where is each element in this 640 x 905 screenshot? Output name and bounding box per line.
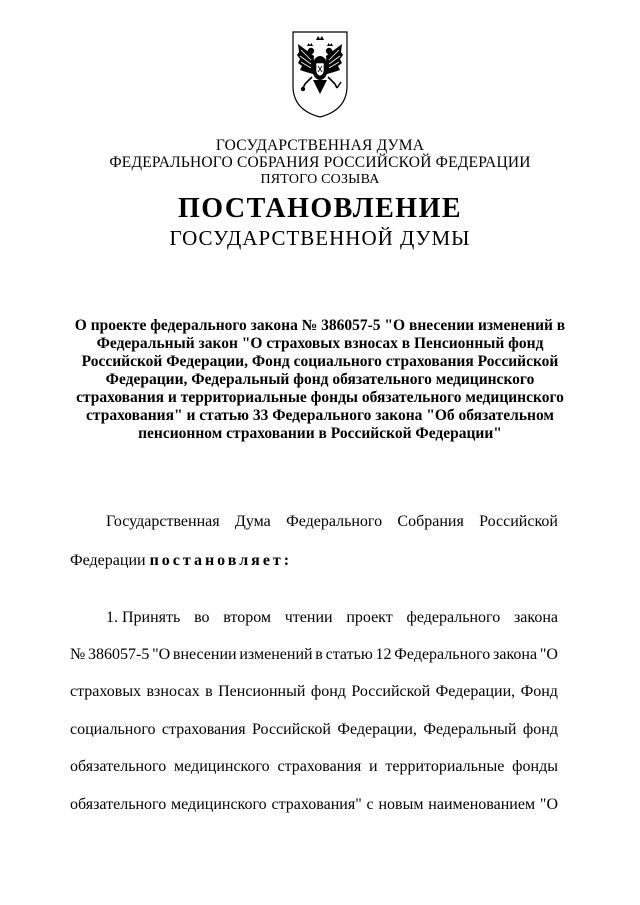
word: медицинского — [174, 758, 270, 775]
word: во — [194, 609, 210, 626]
word: в — [205, 683, 213, 700]
word: новым — [378, 796, 424, 813]
clause1-line4 — [70, 720, 558, 740]
org-name-line2: ФЕДЕРАЛЬНОГО СОБРАНИЯ РОССИЙСКОЙ ФЕДЕРАЦИИ — [109, 154, 531, 171]
word: 386057-5 — [88, 646, 150, 663]
word: взносах — [146, 683, 200, 700]
preamble-federation: Федерации — [70, 552, 146, 569]
title-line: страхования" и статью 33 Федерального закона "Об обязательном — [86, 407, 554, 424]
word: Федерального — [394, 646, 491, 663]
word: статью — [325, 646, 373, 663]
title-line: Российской Федерации, Фонд социального страхования Российской — [81, 353, 559, 370]
word: Российской — [351, 683, 431, 700]
clause1-line2 — [70, 645, 558, 665]
word: Фонд — [520, 683, 558, 700]
resolves-keyword: постановляет: — [149, 552, 293, 569]
word: закона — [513, 609, 558, 626]
word: 12 — [375, 646, 392, 663]
word: наименованием — [428, 796, 536, 813]
word: изменений — [239, 646, 313, 663]
clause1-line6 — [70, 795, 558, 815]
resolution-title — [60, 317, 580, 443]
preamble-line2 — [70, 551, 558, 571]
word: Федеральный — [423, 721, 517, 738]
word: обязательного — [70, 758, 167, 775]
double-headed-eagle-icon — [289, 28, 351, 120]
word: Федерации, — [435, 683, 516, 700]
clause1-line5 — [70, 757, 558, 777]
word: проект — [346, 609, 393, 626]
title-line: пенсионном страховании в Российской Федерации" — [138, 425, 502, 442]
word: 1. Принять — [106, 609, 181, 626]
word: страхования — [277, 758, 362, 775]
word: Собрания — [397, 513, 464, 530]
title-line: Федерации, Федеральный фонд обязательного медицинского — [105, 371, 535, 388]
word: фонды — [512, 758, 558, 775]
word: "О — [152, 646, 171, 663]
word: внесении — [172, 646, 237, 663]
word: Федерального — [286, 513, 383, 530]
title-line: страхования и территориальные фонды обязательного медицинского — [76, 389, 564, 406]
word: фонд — [310, 683, 346, 700]
word: страхования" — [271, 796, 362, 813]
word: социального — [70, 721, 156, 738]
word: федерального — [406, 609, 501, 626]
word: Российской — [252, 721, 331, 738]
document-subtype-heading: ГОСУДАРСТВЕННОЙ ДУМЫ — [169, 226, 471, 250]
word: Пенсионный — [218, 683, 306, 700]
word: № — [70, 646, 86, 663]
word: страхования — [161, 721, 246, 738]
word: Государственная — [106, 513, 220, 530]
clause1-line1 — [106, 608, 558, 628]
word: и — [369, 758, 378, 775]
word: Федерации, — [337, 721, 417, 738]
org-name-line1: ГОСУДАРСТВЕННАЯ ДУМА — [215, 137, 425, 154]
word: втором — [223, 609, 272, 626]
word: обязательного — [70, 796, 167, 813]
word: чтении — [284, 609, 333, 626]
word: "О — [539, 796, 558, 813]
document-type-heading: ПОСТАНОВЛЕНИЕ — [177, 193, 463, 224]
word: фонд — [522, 721, 558, 738]
word: с — [366, 796, 374, 813]
word: Дума — [234, 513, 271, 530]
word: закона — [493, 646, 538, 663]
title-line: Федеральный закон "О страховых взносах в Пенсионный фонд — [96, 335, 544, 352]
word: в — [315, 646, 323, 663]
word: Российской — [479, 513, 558, 530]
title-line: О проекте федерального закона № 386057-5 "О внесении изменений в — [74, 317, 566, 334]
word: территориальные — [385, 758, 505, 775]
word: страховых — [70, 683, 142, 700]
clause1-line3 — [70, 682, 558, 702]
preamble-line1 — [106, 512, 558, 532]
convocation-line: ПЯТОГО СОЗЫВА — [260, 172, 380, 187]
coat-of-arms-emblem — [289, 28, 351, 120]
word: медицинского — [171, 796, 267, 813]
word: "О — [539, 646, 558, 663]
